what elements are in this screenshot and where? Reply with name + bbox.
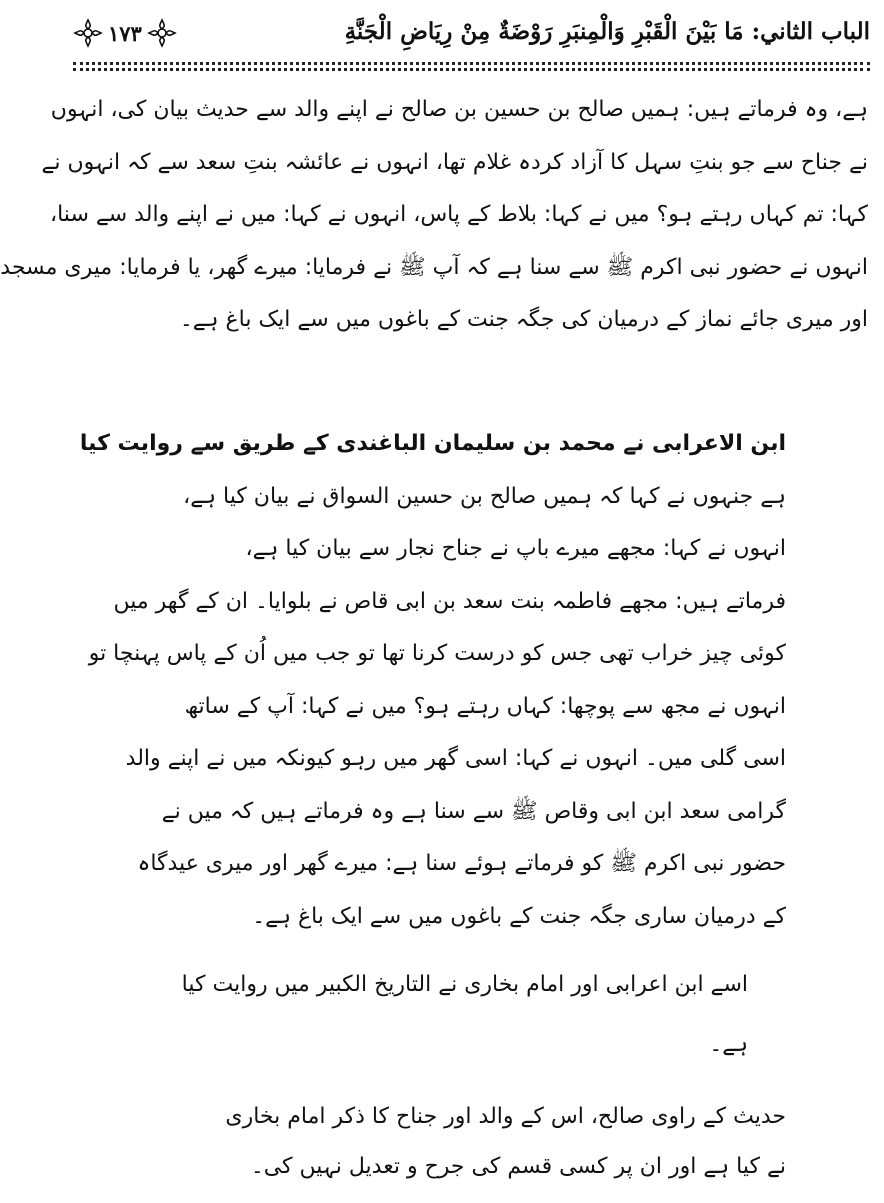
floral-ornament-icon: [73, 18, 103, 48]
paragraph-narrator-note: [157, 1092, 786, 1192]
paragraph-source-note: [157, 955, 748, 1075]
text-line: حضور نبی اکرم ﷺ کو فرماتے ہوئے سنا ہے: میرے گھر اور میری عیدگاہ: [137, 851, 786, 876]
page-number-badge: [73, 18, 177, 48]
text-line: فرماتے ہیں: مجھے فاطمہ بنت سعد بن ابی قاص نے بلوایا۔ ان کے گھر میں: [113, 588, 786, 614]
text-line: ابن الاعرابی نے محمد بن سلیمان الباغندی کے طریق سے روایت کیا: [79, 431, 786, 456]
text-line: ہے، وہ فرماتے ہیں: ہمیں صالح بن حسین بن صالح نے اپنے والد سے حدیث بیان کی، انہوں: [50, 97, 868, 122]
text-line: کہا: تم کہاں رہتے ہو؟ میں نے کہا: بلاط کے پاس، انہوں نے کہا: میں نے اپنے والد سے سنا،: [50, 202, 868, 227]
text-line: کوئی چیز خراب تھی جس کو درست کرنا تھا تو جب میں اُن کے پاس پہنچا تو: [88, 641, 786, 666]
page-number: ۱۷۳: [108, 20, 142, 46]
header-divider: [73, 62, 870, 65]
text-line: انہوں نے حضور نبی اکرم ﷺ سے سنا ہے کہ آپ ﷺ نے فرمایا: میرے گھر، یا فرمایا: میری مسجد: [0, 254, 868, 280]
text-line: انہوں نے کہا: مجھے میرے باپ نے جناح نجار سے بیان کیا ہے،: [245, 536, 786, 561]
text-line: ہے۔: [709, 1032, 748, 1057]
paragraph-narration: [79, 418, 786, 943]
text-line: نے کیا ہے اور ان پر کسی قسم کی جرح و تعدیل نہیں کی۔: [250, 1154, 786, 1179]
text-line: حدیث کے راوی صالح، اس کے والد اور جناح کا ذکر امام بخاری: [225, 1104, 786, 1129]
text-line: کے درمیان ساری جگہ جنت کے باغوں میں سے ایک باغ ہے۔: [252, 903, 786, 929]
text-line: ہے جنہوں نے کہا کہ ہمیں صالح بن حسین السواق نے بیان کیا ہے،: [183, 483, 786, 509]
paragraph-hadith-text: [0, 84, 868, 347]
header-divider: [73, 68, 870, 71]
text-line: نے جناح سے جو بنتِ سہل کا آزاد کردہ غلام تھا، انہوں نے عائشہ بنتِ سعد سے کہ انہوں نے: [41, 149, 868, 175]
text-line: گرامی سعد ابن ابی وقاص ﷺ سے سنا ہے وہ فرماتے ہیں کہ میں نے: [161, 798, 786, 824]
page-header: [73, 8, 870, 58]
floral-ornament-icon: [147, 18, 177, 48]
text-line: اسی گلی میں۔ انہوں نے کہا: اسی گھر میں رہو کیونکہ میں نے اپنے والد: [125, 746, 786, 771]
chapter-title: الباب الثاني: مَا بَيْنَ الْقَبْرِ وَالْمِنبَرِ رَوْضَةٌ مِنْ رِيَاضِ الْجَنَّةِ: [344, 18, 870, 45]
text-line: اسے ابن اعرابی اور امام بخاری نے التاریخ الکبیر میں روایت کیا: [181, 972, 748, 997]
text-line: انہوں نے مجھ سے پوچھا: کہاں رہتے ہو؟ میں نے کہا: آپ کے ساتھ: [184, 693, 786, 719]
text-line: اور میری جائے نماز کے درمیان کی جگہ جنت کے باغوں میں سے ایک باغ ہے۔: [179, 307, 868, 332]
